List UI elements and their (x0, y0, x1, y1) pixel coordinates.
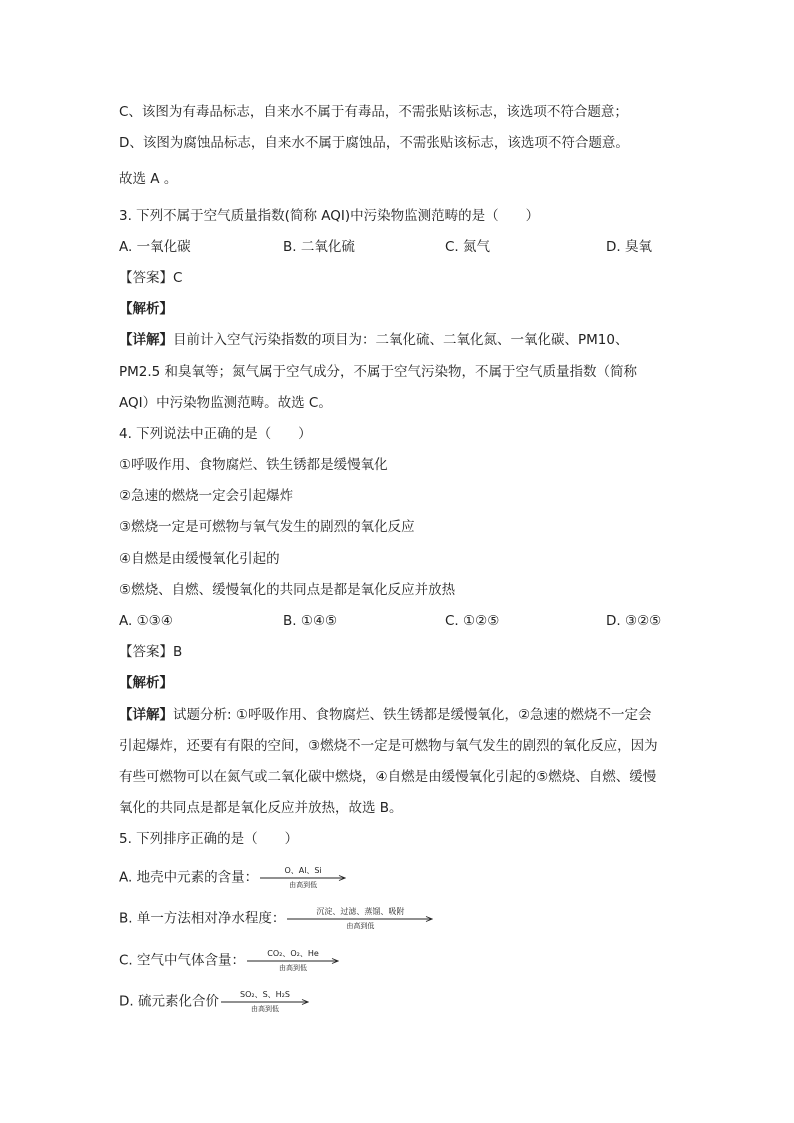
q5-option-a-arrow-bottom: 由高到低 (289, 881, 318, 889)
q5-option-b-arrow-top: 沉淀、过滤、蒸馏、吸附 (316, 907, 405, 916)
q4-statement-5: ⑤燃烧、自燃、缓慢氧化的共同点是都是氧化反应并放热 (119, 582, 456, 598)
q4-statement-2: ②急速的燃烧一定会引起爆炸 (119, 488, 294, 504)
q4-detail-label: 【详解】 (119, 707, 173, 723)
q4-statement-1: ①呼吸作用、食物腐烂、铁生锈都是缓慢氧化 (119, 457, 388, 473)
q5-option-d (119, 990, 309, 1013)
q4-statement-4: ④自燃是由缓慢氧化引起的 (119, 551, 280, 567)
q4-answer: 【答案】B (119, 644, 183, 660)
q2-conclusion: 故选 A 。 (119, 171, 178, 187)
q3-stem: 3. 下列不属于空气质量指数(简称 AQI)中污染物监测范畴的是（ ） (119, 208, 540, 224)
q5-option-b-label: B. 单一方法相对净水程度： (119, 910, 286, 927)
q3-detail-line-2: PM2.5 和臭氧等；氮气属于空气成分，不属于空气污染物，不属于空气质量指数（简称 (119, 364, 638, 380)
q5-option-a-arrow-top: O、Al、Si (284, 866, 322, 875)
q4-option-c: C. ①②⑤ (445, 613, 500, 629)
q4-detail-line-2: 引起爆炸，还要有有限的空间，③燃烧不一定是可燃物与氧气发生的剧烈的氧化反应，因为 (119, 738, 658, 754)
q5-option-c-label: C. 空气中气体含量： (119, 952, 246, 969)
q3-option-c: C. 氮气 (445, 239, 491, 255)
q4-option-b: B. ①④⑤ (283, 613, 338, 629)
q2-option-c-explanation: C、该图为有毒品标志，自来水不属于有毒品，不需张贴该标志，该选项不符合题意； (119, 104, 628, 120)
q4-statement-3: ③燃烧一定是可燃物与氧气发生的剧烈的氧化反应 (119, 519, 415, 535)
q4-option-d: D. ③②⑤ (606, 613, 662, 629)
q5-option-b-arrow (287, 907, 433, 930)
q5-option-c-arrow-top: CO₂、O₂、He (267, 949, 319, 958)
q4-stem: 4. 下列说法中正确的是（ ） (119, 426, 312, 442)
q4-detail-line-4: 氧化的共同点是都是氧化反应并放热，故选 B。 (119, 800, 403, 816)
q5-option-c-arrow (247, 949, 339, 972)
q5-option-c (119, 949, 339, 972)
q3-detail-line-1 (119, 330, 628, 350)
q3-option-a: A. 一氧化碳 (119, 239, 191, 255)
q5-option-b-arrow-bottom: 由高到低 (346, 922, 375, 930)
q3-answer: 【答案】C (119, 270, 183, 286)
q3-option-d: D. 臭氧 (606, 239, 652, 255)
q4-analysis-label: 【解析】 (119, 675, 173, 691)
q3-detail-label: 【详解】 (119, 332, 173, 348)
q4-detail-line-1 (119, 705, 652, 725)
q5-option-c-arrow-bottom: 由高到低 (279, 964, 308, 972)
q5-option-d-label: D. 硫元素化合价 (119, 993, 219, 1010)
q5-option-a-arrow (260, 866, 346, 889)
q2-option-d-explanation: D、该图为腐蚀品标志，自来水不属于腐蚀品，不需张贴该标志，该选项不符合题意。 (119, 135, 629, 151)
q5-option-a-label: A. 地壳中元素的含量： (119, 869, 259, 886)
q5-option-b (119, 907, 433, 930)
q4-detail-text-1: 试题分析: ①呼吸作用、食物腐烂、铁生锈都是缓慢氧化，②急速的燃烧不一定会 (173, 707, 652, 723)
q3-option-b: B. 二氧化硫 (283, 239, 355, 255)
q5-option-d-arrow (221, 990, 309, 1013)
q5-option-d-arrow-bottom: 由高到低 (250, 1005, 279, 1013)
q5-option-d-arrow-top: SO₂、S、H₂S (240, 990, 290, 999)
q4-option-a: A. ①③④ (119, 613, 173, 629)
q4-detail-line-3: 有些可燃物可以在氮气或二氧化碳中燃烧，④自燃是由缓慢氧化引起的⑤燃烧、自燃、缓慢 (119, 769, 657, 785)
q3-analysis-label: 【解析】 (119, 301, 173, 317)
q5-stem: 5. 下列排序正确的是（ ） (119, 831, 299, 847)
q3-detail-text-1: 目前计入空气污染指数的项目为：二氧化硫、二氧化氮、一氧化碳、PM10、 (173, 332, 629, 348)
q5-option-a (119, 866, 346, 889)
q3-detail-line-3: AQI）中污染物监测范畴。故选 C。 (119, 395, 332, 411)
